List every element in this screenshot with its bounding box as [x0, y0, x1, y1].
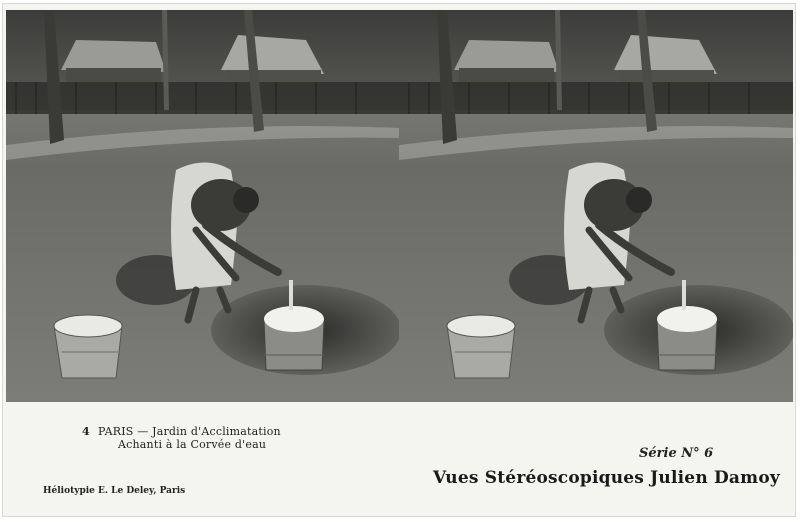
- card-title: Vues Stéréoscopiques Julien Damoy: [433, 468, 780, 488]
- series-number: Série N° 6: [639, 446, 714, 461]
- stereo-photo-left: [6, 10, 400, 402]
- card-number: 4: [82, 425, 90, 438]
- photo-scene-right: [399, 10, 793, 402]
- stereo-photo-right: [399, 10, 793, 402]
- publisher-credit: Héliotypie E. Le Deley, Paris: [43, 486, 186, 496]
- stereo-card: [2, 3, 796, 517]
- caption-location: PARIS — Jardin d'Acclimatation: [98, 425, 281, 438]
- photo-scene-left: [6, 10, 400, 402]
- caption-subject: Achanti à la Corvée d'eau: [118, 438, 267, 451]
